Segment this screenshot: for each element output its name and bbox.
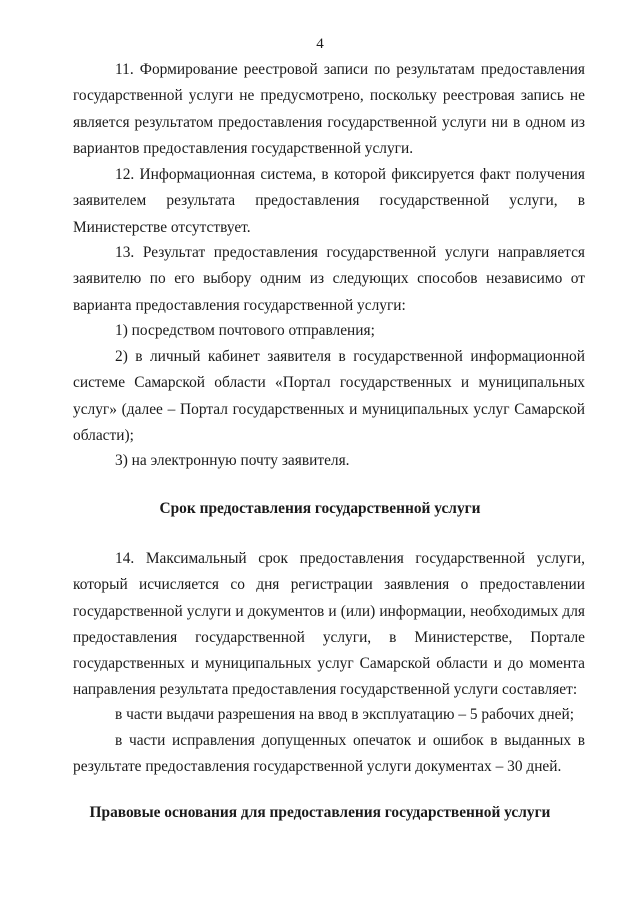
page-number: 4 [316,36,324,52]
section-heading-term: Срок предоставления государственной услуги [159,500,481,517]
paragraph-14-item-2: в части исправления допущенных опечаток и ошибок в выданных в результате предоставления государственной услуги документах – 30 дней. [73,732,585,776]
paragraph-14: 14. Максимальный срок предоставления государственной услуги, который исчисляется со дня регистрации заявления о предоставлении государственной услуги и документов и (или) информации, необходимых для предоставления государственной услуги, в Министерстве, Портале государственных и муниципальных услуг Самарской области и до момента направления результата предоставления государственной услуги составляет: [73,550,585,699]
paragraph-11: 11. Формирование реестровой записи по результатам предоставления государственной услуги не предусмотрено, поскольку реестровая запись не является результатом предоставления государственной услуги ни в одном из вариантов предоставления государственной услуги. [73,61,585,157]
paragraph-13: 13. Результат предоставления государственной услуги направляется заявителю по его выбору одним из следующих способов независимо от варианта предоставления государственной услуги: [73,244,585,314]
paragraph-12: 12. Информационная система, в которой фиксируется факт получения заявителем результата предоставления государственной услуги, в Министерстве отсутствует. [73,166,585,236]
paragraph-13-item-2: 2) в личный кабинет заявителя в государственной информационной системе Самарской области «Портал государственных и муниципальных услуг» (далее – Портал государственных и муниципальных услуг Самарской области); [73,348,585,444]
paragraph-13-item-1: 1) посредством почтового отправления; [115,322,375,339]
paragraph-13-item-3: 3) на электронную почту заявителя. [115,452,350,469]
paragraph-14-item-1: в части выдачи разрешения на ввод в эксплуатацию – 5 рабочих дней; [115,706,575,723]
section-heading-legal: Правовые основания для предоставления государственной услуги [89,804,551,821]
